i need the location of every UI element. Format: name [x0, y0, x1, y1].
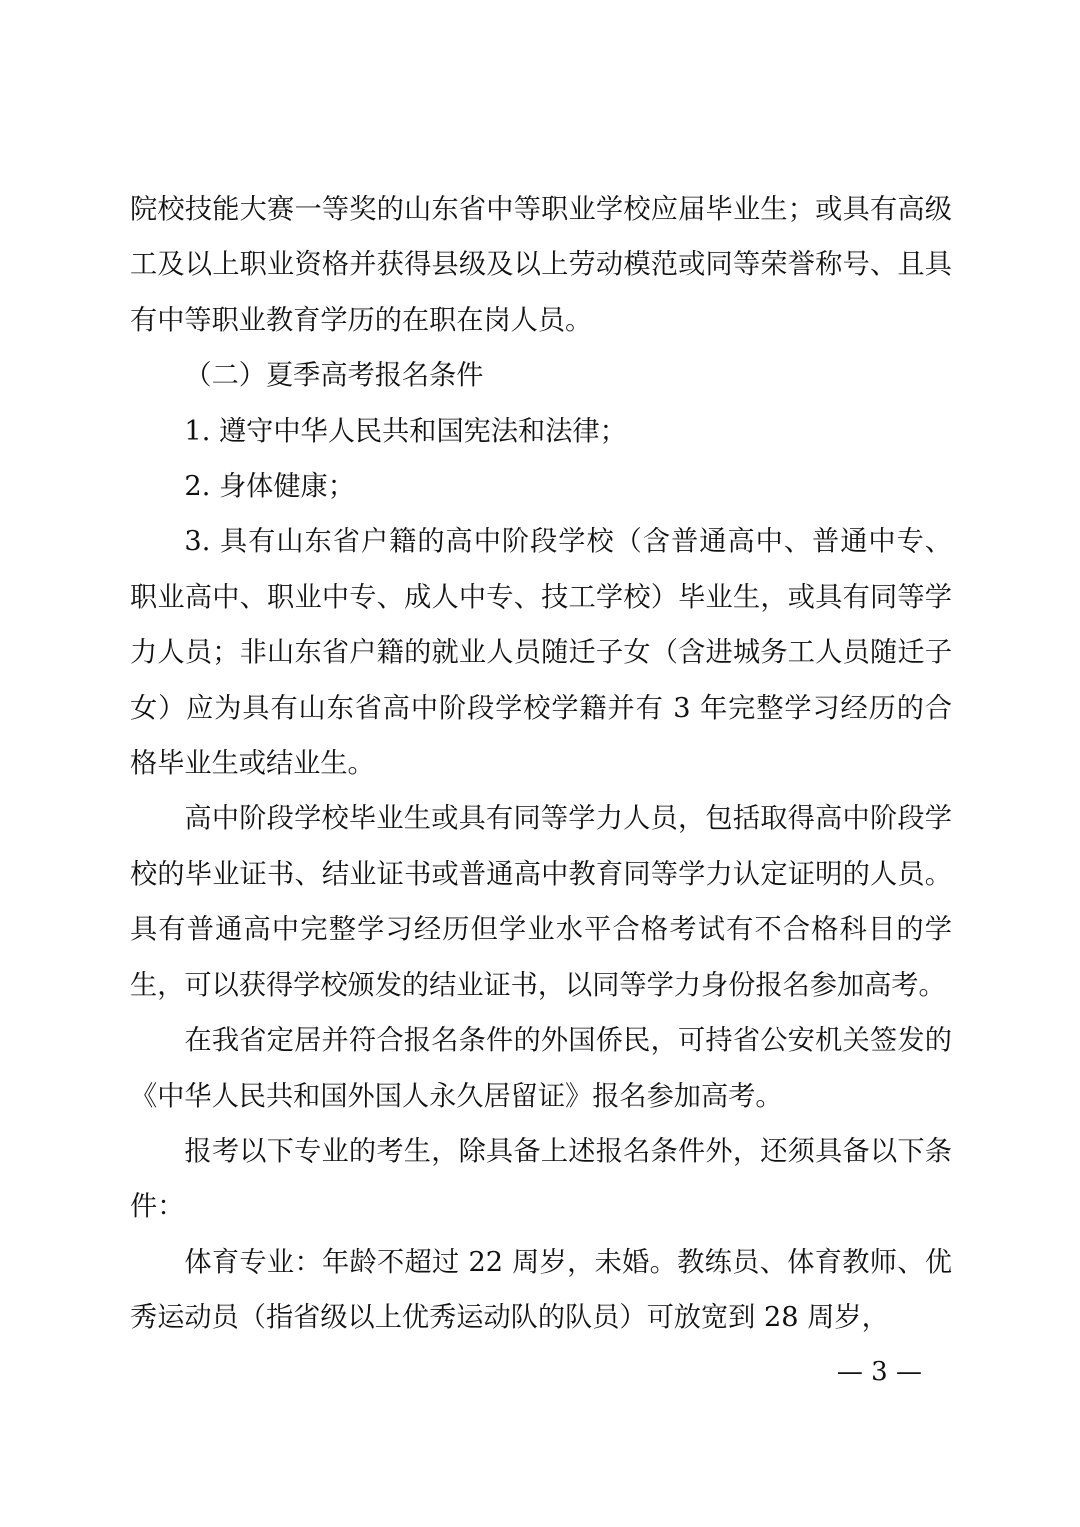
paragraph-continuation: 院校技能大赛一等奖的山东省中等职业学校应届毕业生；或具有高级工及以上职业资格并获得县级及以上劳动模范或同等荣誉称号、且具有中等职业教育学历的在职在岗人员。 [130, 194, 952, 336]
condition-item-1: 1. 遵守中华人民共和国宪法和法律； [184, 415, 627, 447]
paragraph-sports-major: 体育专业：年龄不超过 22 周岁，未婚。教练员、体育教师、优秀运动员（指省级以上优秀运动队的队员）可放宽到 28 周岁， [130, 1246, 952, 1334]
document-body [130, 182, 952, 1346]
paragraph-foreign-residents: 在我省定居并符合报名条件的外国侨民，可持省公安机关签发的《中华人民共和国外国人永久居留证》报名参加高考。 [130, 1025, 952, 1112]
paragraph-graduate-definition: 高中阶段学校毕业生或具有同等学力人员，包括取得高中阶段学校的毕业证书、结业证书或普通高中教育同等学力认定证明的人员。具有普通高中完整学习经历但学业水平合格考试有不合格科目的学生，可以获得学校颁发的结业证书，以同等学力身份报名参加高考。 [130, 803, 952, 1001]
condition-item-2: 2. 身体健康； [184, 471, 355, 503]
condition-item-3: 3. 具有山东省户籍的高中阶段学校（含普通高中、普通中专、职业高中、职业中专、成人中专、技工学校）毕业生，或具有同等学力人员；非山东省户籍的就业人员随迁子女（含进城务工人员随迁子女）应为具有山东省高中阶段学校学籍并有 3 年完整学习经历的合格毕业生或结业生。 [130, 526, 952, 780]
paragraph-special-majors: 报考以下专业的考生，除具备上述报名条件外，还须具备以下条件： [130, 1135, 952, 1223]
page-number: — 3 — [836, 1357, 922, 1387]
section-heading-summer-exam: （二）夏季高考报名条件 [184, 360, 484, 392]
